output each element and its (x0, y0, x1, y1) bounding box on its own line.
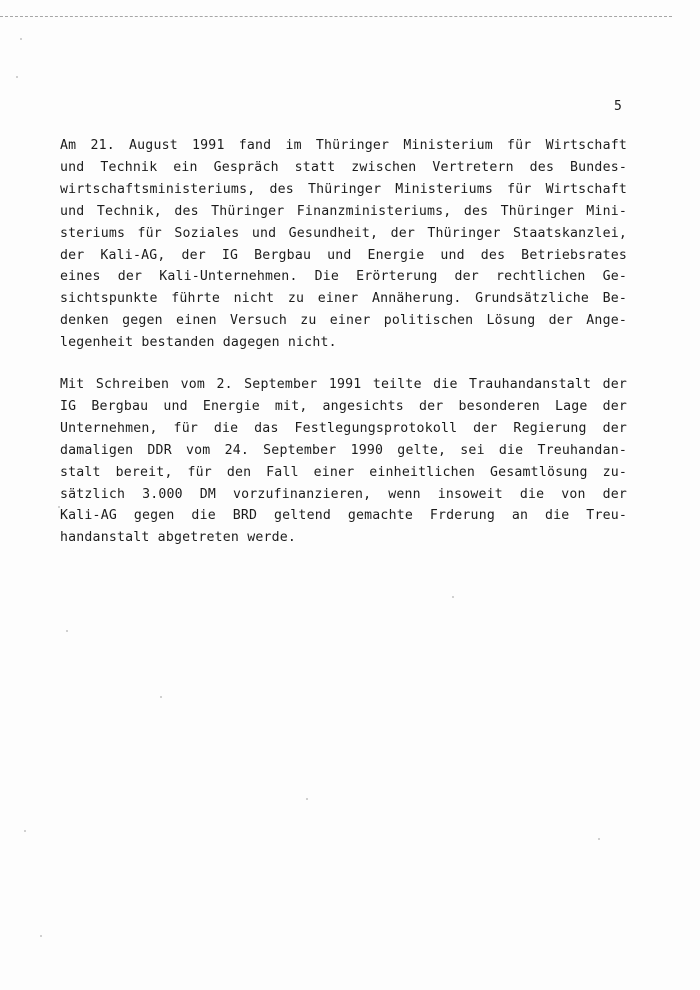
text-line: IG Bergbau und Energie mit, angesichts der besonderen Lage der (60, 398, 627, 414)
text-line: damaligen DDR vom 24. September 1990 gelte, sei die Treuhandan- (60, 442, 627, 458)
scan-speck (20, 38, 22, 40)
text-line: der Kali-AG, der IG Bergbau und Energie und des Betriebsrates (60, 247, 627, 263)
scan-speck (40, 935, 42, 937)
text-line: Kali-AG gegen die BRD geltend gemachte Frderung an die Treu- (60, 508, 627, 524)
scan-speck (452, 596, 454, 598)
scan-speck (66, 630, 68, 632)
text-line: sichtspunkte führte nicht zu einer Annäherung. Grundsätzliche Be- (60, 291, 627, 307)
text-line: und Technik, des Thüringer Finanzministeriums, des Thüringer Mini- (60, 203, 627, 219)
text-line: legenheit bestanden dagegen nicht. (60, 335, 337, 351)
scan-edge-line (0, 16, 672, 17)
scan-speck (598, 838, 600, 840)
text-line: steriums für Soziales und Gesundheit, der Thüringer Staatskanzlei, (60, 225, 627, 241)
text-line: handanstalt abgetreten werde. (60, 530, 297, 546)
scan-speck (24, 830, 26, 832)
scan-speck (16, 76, 18, 78)
text-line: und Technik ein Gespräch statt zwischen Vertretern des Bundes- (60, 159, 627, 175)
scan-speck (160, 696, 162, 698)
text-line: denken gegen einen Versuch zu einer politischen Lösung der Ange- (60, 313, 627, 329)
text-line: eines der Kali-Unternehmen. Die Erörterung der rechtlichen Ge- (60, 269, 627, 285)
paragraph-letter (60, 374, 627, 549)
scan-speck (58, 506, 60, 508)
text-line: Mit Schreiben vom 2. September 1991 teilte die Trauhandanstalt der (60, 377, 627, 392)
paragraph-meeting (60, 135, 627, 354)
text-line: wirtschaftsministeriums, des Thüringer Ministeriums für Wirtschaft (60, 181, 627, 197)
scan-speck (306, 798, 308, 800)
page-number: 5 (614, 99, 622, 114)
text-line: Am 21. August 1991 fand im Thüringer Ministerium für Wirtschaft (60, 138, 627, 153)
text-line: stalt bereit, für den Fall einer einheitlichen Gesamtlösung zu- (60, 464, 627, 480)
text-line: sätzlich 3.000 DM vorzufinanzieren, wenn insoweit die von der (60, 486, 627, 502)
text-line: Unternehmen, für die das Festlegungsprotokoll der Regierung der (60, 420, 627, 436)
